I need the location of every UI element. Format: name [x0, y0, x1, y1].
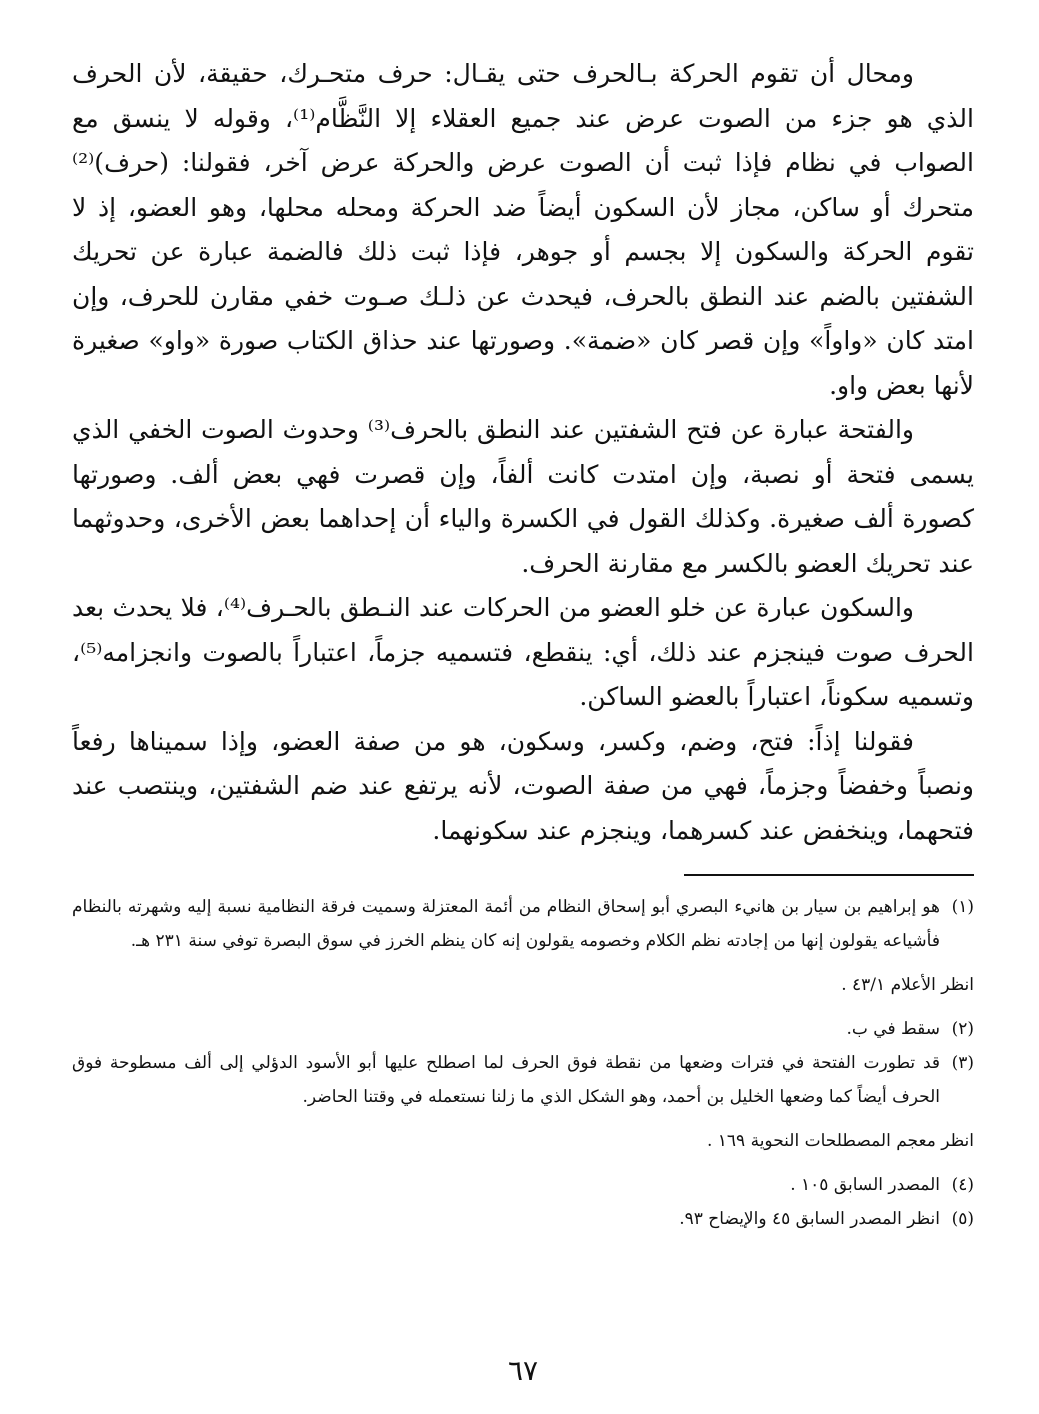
paragraph-4: فقولنا إذاً: فتح، وضم، وكسر، وسكون، هو من صفة العضو، وإذا سميناها رفعاً ونصباً وخفضاً وجزماً، فهي من صفة الصوت، لأنه يرتفع عند ضم الشفتين، وينتصب عند فتحهما، وينخفض عند كسرهما، وينجزم عند سكونهما. — [72, 726, 974, 845]
footnote-2 — [72, 1012, 974, 1046]
footnote-3-number: (٣) — [951, 1053, 974, 1073]
footnote-3-reference: انظر معجم المصطلحات النحوية ١٦٩ . — [706, 1131, 974, 1151]
footnote-4-number: (٤) — [951, 1175, 974, 1195]
book-page — [72, 52, 974, 1392]
page-number: ٦٧ — [507, 1354, 539, 1387]
footnotes-section — [72, 890, 974, 1236]
footnote-5-text: انظر المصدر السابق ٤٥ والإيضاح ٩٣. — [679, 1209, 940, 1229]
footnote-4 — [72, 1168, 974, 1202]
footnote-2-text: سقط في ب. — [846, 1019, 940, 1039]
footnote-3 — [72, 1046, 974, 1114]
paragraph-1: ومحال أن تقوم الحركة بـالحرف حتى يقـال: حرف متحـرك، حقيقة، لأن الحرف الذي هو جزء من الصوت عرض عند جميع العقلاء إلا النَّظَّام⁽¹⁾، وقوله لا ينسق مع الصواب في نظام فإذا ثبت أن الصوت عرض والحركة عرض آخر، فقولنا: (حرف)⁽²⁾ متحرك أو ساكن، مجاز لأن السكون أيضاً ضد الحركة ومحله محلها، وهو العضو، إذ لا تقوم الحركة والسكون إلا بجسم أو جوهر، فإذا ثبت ذلك فالضمة عبارة عن تحريك الشفتين بالضم عند النطق بالحرف، فيحدث عن ذلـك صـوت خفي مقارن للحرف، وإن امتد كان «واواً» وإن قصر كان «ضمة». وصورتها عند حذاق الكتاب صورة «واو» صغيرة لأنها بعض واو. — [72, 59, 974, 400]
footnote-3-text: قد تطورت الفتحة في فترات وضعها من نقطة فوق الحرف لما اصطلح عليها أبو الأسود الدؤلي إلى ألف مسطوحة فوق الحرف أيضاً كما وضعها الخليل بن أحمد، وهو الشكل الذي ما زلنا نستعمله في وقتنا الحاضر. — [72, 1053, 940, 1107]
footnote-1-number: (١) — [951, 897, 974, 917]
footnote-divider — [684, 874, 974, 876]
footnote-2-number: (٢) — [951, 1019, 974, 1039]
paragraph-2: والفتحة عبارة عن فتح الشفتين عند النطق بالحرف⁽³⁾ وحدوث الصوت الخفي الذي يسمى فتحة أو نصبة، وإن امتدت كانت ألفاً، وإن قصرت فهي بعض ألف. وصورتها كصورة ألف صغيرة. وكذلك القول في الكسرة والياء أن إحداهما بعض الأخرى، وحدوثهما عند تحريك العضو بالكسر مع مقارنة الحرف. — [72, 415, 974, 578]
footnote-1-reference: انظر الأعلام ٤٣/١ . — [841, 975, 974, 995]
footnote-1-text: هو إبراهيم بن سيار بن هانيء البصري أبو إسحاق النظام من أئمة المعتزلة وسميت فرقة النظامية نسبة إليه وشهرته بالنظام فأشياعه يقولون إنها من إجادته نظم الكلام وخصومه يقولون إنه كان ينظم الخرز في سوق البصرة توفي سنة ٢٣١ هـ. — [72, 897, 940, 951]
paragraph-3: والسكون عبارة عن خلو العضو من الحركات عند النـطق بالحـرف⁽⁴⁾، فلا يحدث بعد الحرف صوت فينجزم عند ذلك، أي: ينقطع، فتسميه جزماً، اعتباراً بالصوت وانجزامه⁽⁵⁾، وتسميه سكوناً، اعتباراً بالعضو الساكن. — [72, 593, 974, 711]
footnote-5-number: (٥) — [951, 1209, 974, 1229]
main-text — [72, 52, 974, 853]
footnote-5 — [72, 1202, 974, 1236]
footnote-4-text: المصدر السابق ١٠٥ . — [790, 1175, 940, 1195]
footnote-1 — [72, 890, 974, 958]
